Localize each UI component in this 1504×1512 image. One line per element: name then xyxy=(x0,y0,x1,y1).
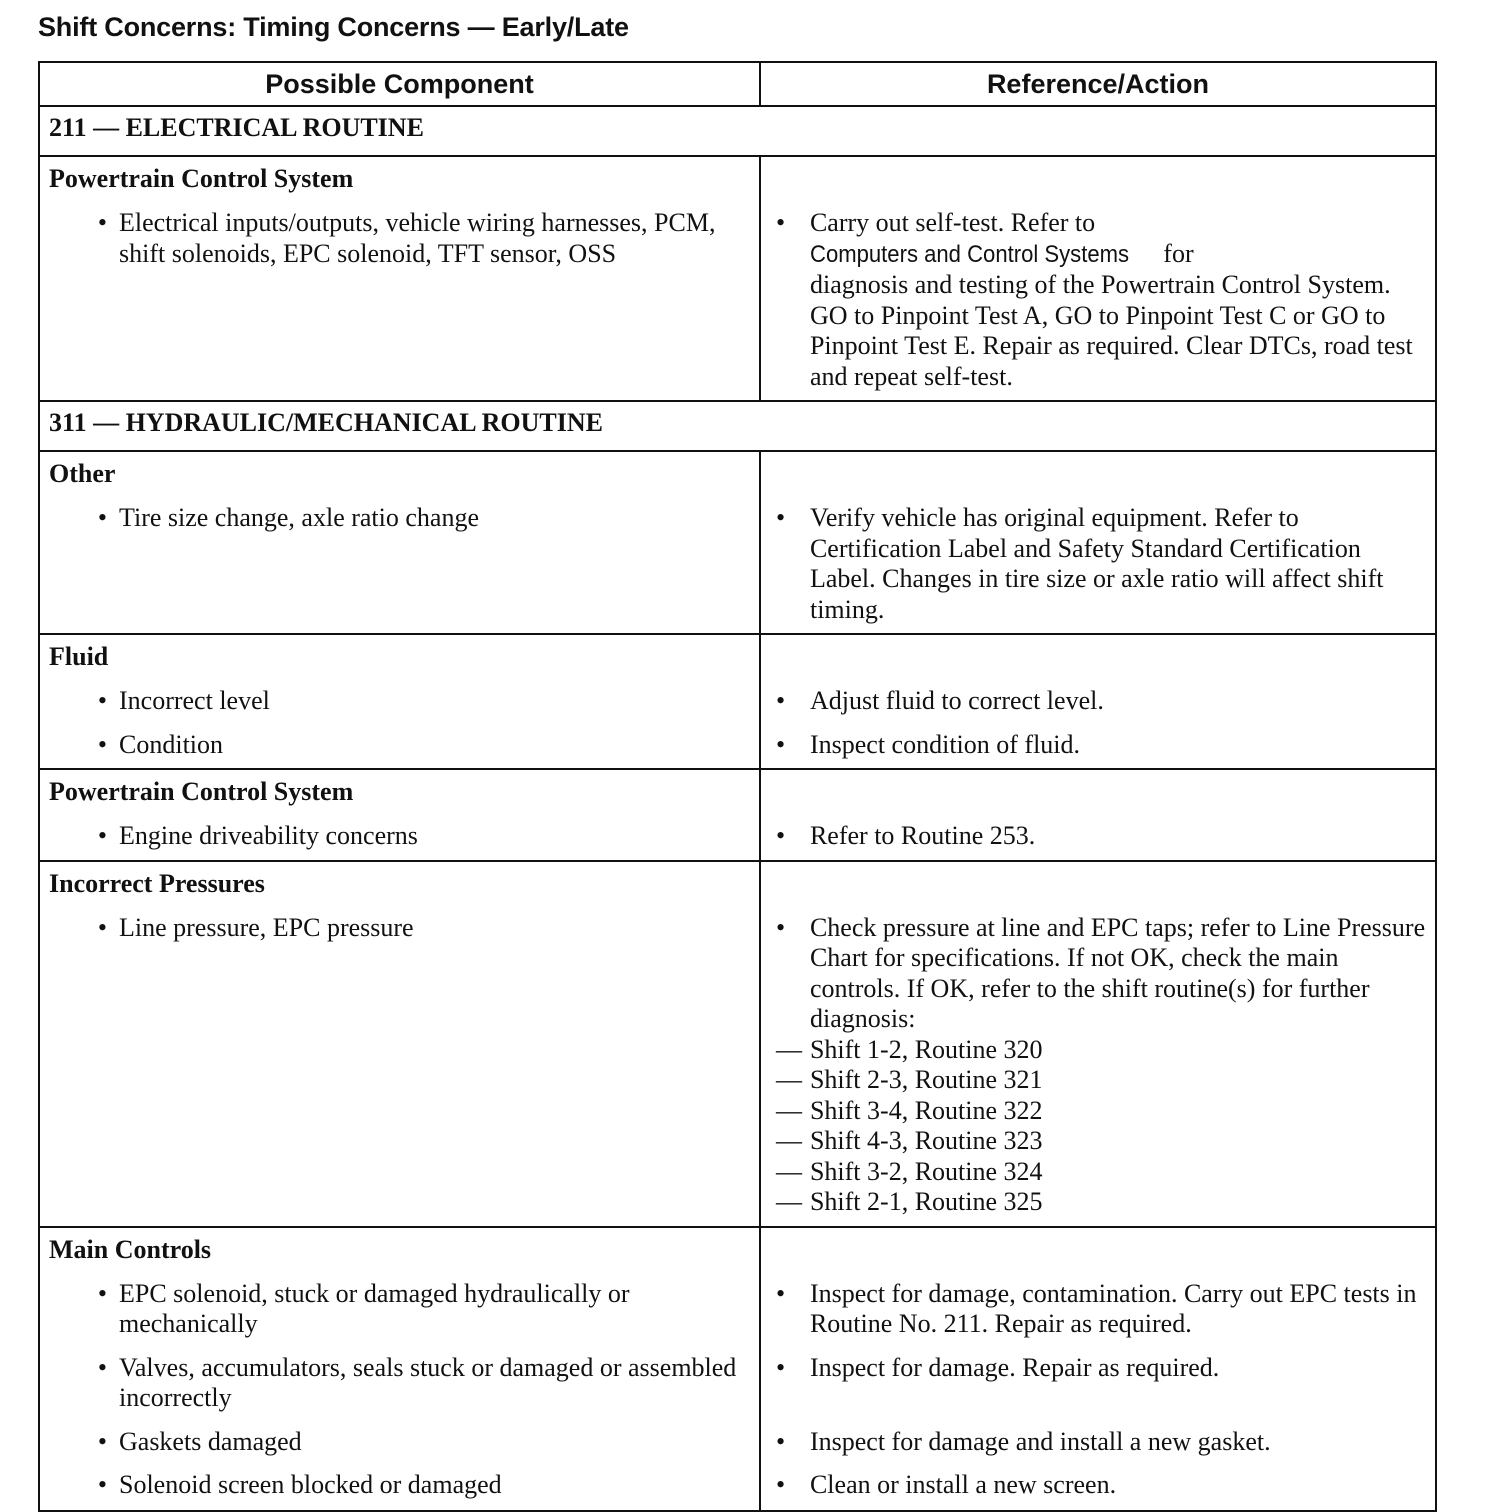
shift-routine-item: — Shift 3-4, Routine 322 xyxy=(775,1095,1043,1125)
shift-routine-item: — Shift 4-3, Routine 323 xyxy=(775,1126,1043,1155)
list-item: • EPC solenoid, stuck or damaged hydraulically or mechanically xyxy=(97,1278,630,1338)
component-cell xyxy=(39,769,760,861)
component-cell xyxy=(39,861,760,1227)
list-item: • Verify vehicle has original equipment. Refer to Certification Label and Safety Standard Certification Label. Changes in tire size or axle ratio will affect shift timing. xyxy=(775,503,1384,624)
action-cell xyxy=(760,156,1436,401)
reference-link: Computers and Control Systems xyxy=(809,240,1130,268)
table-row xyxy=(39,1227,1436,1511)
list-item: • Incorrect level xyxy=(97,686,270,715)
action-cell xyxy=(760,1227,1436,1511)
action-cell xyxy=(760,769,1436,861)
list-item: • Inspect for damage, contamination. Carry out EPC tests in Routine No. 211. Repair as required. xyxy=(775,1278,1417,1338)
list-item: • Inspect condition of fluid. xyxy=(775,729,1081,759)
list-item: • Check pressure at line and EPC taps; refer to Line Pressure Chart for specifications. If not OK, check the main controls. If OK, refer to the shift routine(s) for further diagnosis: xyxy=(775,912,1426,1033)
list-item: • Line pressure, EPC pressure xyxy=(97,912,414,942)
list-item: • Carry out self-test. Refer to Computers and Control Systems for diagnosis and testing of the Powertrain Control System. GO to Pinpoint Test A, GO to Pinpoint Test C or GO to Pinpoint Test E. Repair as required. Clear DTCs, road test and repeat self-test. xyxy=(775,208,1413,391)
list-item: • Inspect for damage and install a new gasket. xyxy=(775,1426,1271,1456)
table-row xyxy=(39,156,1436,401)
routine-row xyxy=(39,401,1436,451)
table-row xyxy=(39,861,1436,1227)
list-item: • Gaskets damaged xyxy=(97,1426,302,1456)
component-cell xyxy=(39,1227,760,1511)
list-item: • Adjust fluid to correct level. xyxy=(775,686,1104,715)
table-header-row xyxy=(39,62,1436,106)
shift-routine-item: — Shift 1-2, Routine 320 xyxy=(775,1034,1043,1064)
list-item: • Inspect for damage. Repair as required. xyxy=(775,1352,1220,1382)
section-heading: Powertrain Control System xyxy=(49,164,354,193)
section-heading: Main Controls xyxy=(49,1234,212,1264)
header-reference-action: Reference/Action xyxy=(760,62,1436,106)
list-item: • Solenoid screen blocked or damaged xyxy=(97,1470,502,1499)
shift-routine-item: — Shift 2-1, Routine 325 xyxy=(775,1187,1043,1216)
table-row xyxy=(39,769,1436,861)
routine-row xyxy=(39,106,1436,156)
diagnosis-table xyxy=(38,61,1437,1512)
table-row xyxy=(39,634,1436,769)
shift-routine-item: — Shift 2-3, Routine 321 xyxy=(775,1065,1043,1094)
list-item: • Tire size change, axle ratio change xyxy=(97,503,480,532)
component-cell xyxy=(39,634,760,769)
list-item: • Electrical inputs/outputs, vehicle wiring harnesses, PCM, shift solenoids, EPC solenoid, TFT sensor, OSS xyxy=(97,208,716,268)
header-possible-component: Possible Component xyxy=(39,62,760,106)
action-cell xyxy=(760,634,1436,769)
action-cell xyxy=(760,861,1436,1227)
section-heading: Powertrain Control System xyxy=(49,777,354,806)
table-row xyxy=(39,451,1436,634)
list-item: • Refer to Routine 253. xyxy=(775,821,1036,850)
section-heading: Fluid xyxy=(49,642,109,671)
routine-311-title: 311 — HYDRAULIC/MECHANICAL ROUTINE xyxy=(39,401,1436,451)
component-cell xyxy=(39,451,760,634)
list-item: • Clean or install a new screen. xyxy=(775,1470,1117,1499)
shift-routine-item: — Shift 3-2, Routine 324 xyxy=(775,1156,1043,1186)
routine-211-title: 211 — ELECTRICAL ROUTINE xyxy=(39,106,1436,156)
list-item: • Condition xyxy=(97,729,224,759)
list-item: • Valves, accumulators, seals stuck or damaged or assembled incorrectly xyxy=(97,1352,737,1412)
section-heading: Incorrect Pressures xyxy=(49,868,265,898)
list-item: • Engine driveability concerns xyxy=(97,821,418,850)
action-cell xyxy=(760,451,1436,634)
component-cell xyxy=(39,156,760,401)
page-title: Shift Concerns: Timing Concerns — Early/Late xyxy=(38,12,629,42)
section-heading: Other xyxy=(49,459,116,488)
